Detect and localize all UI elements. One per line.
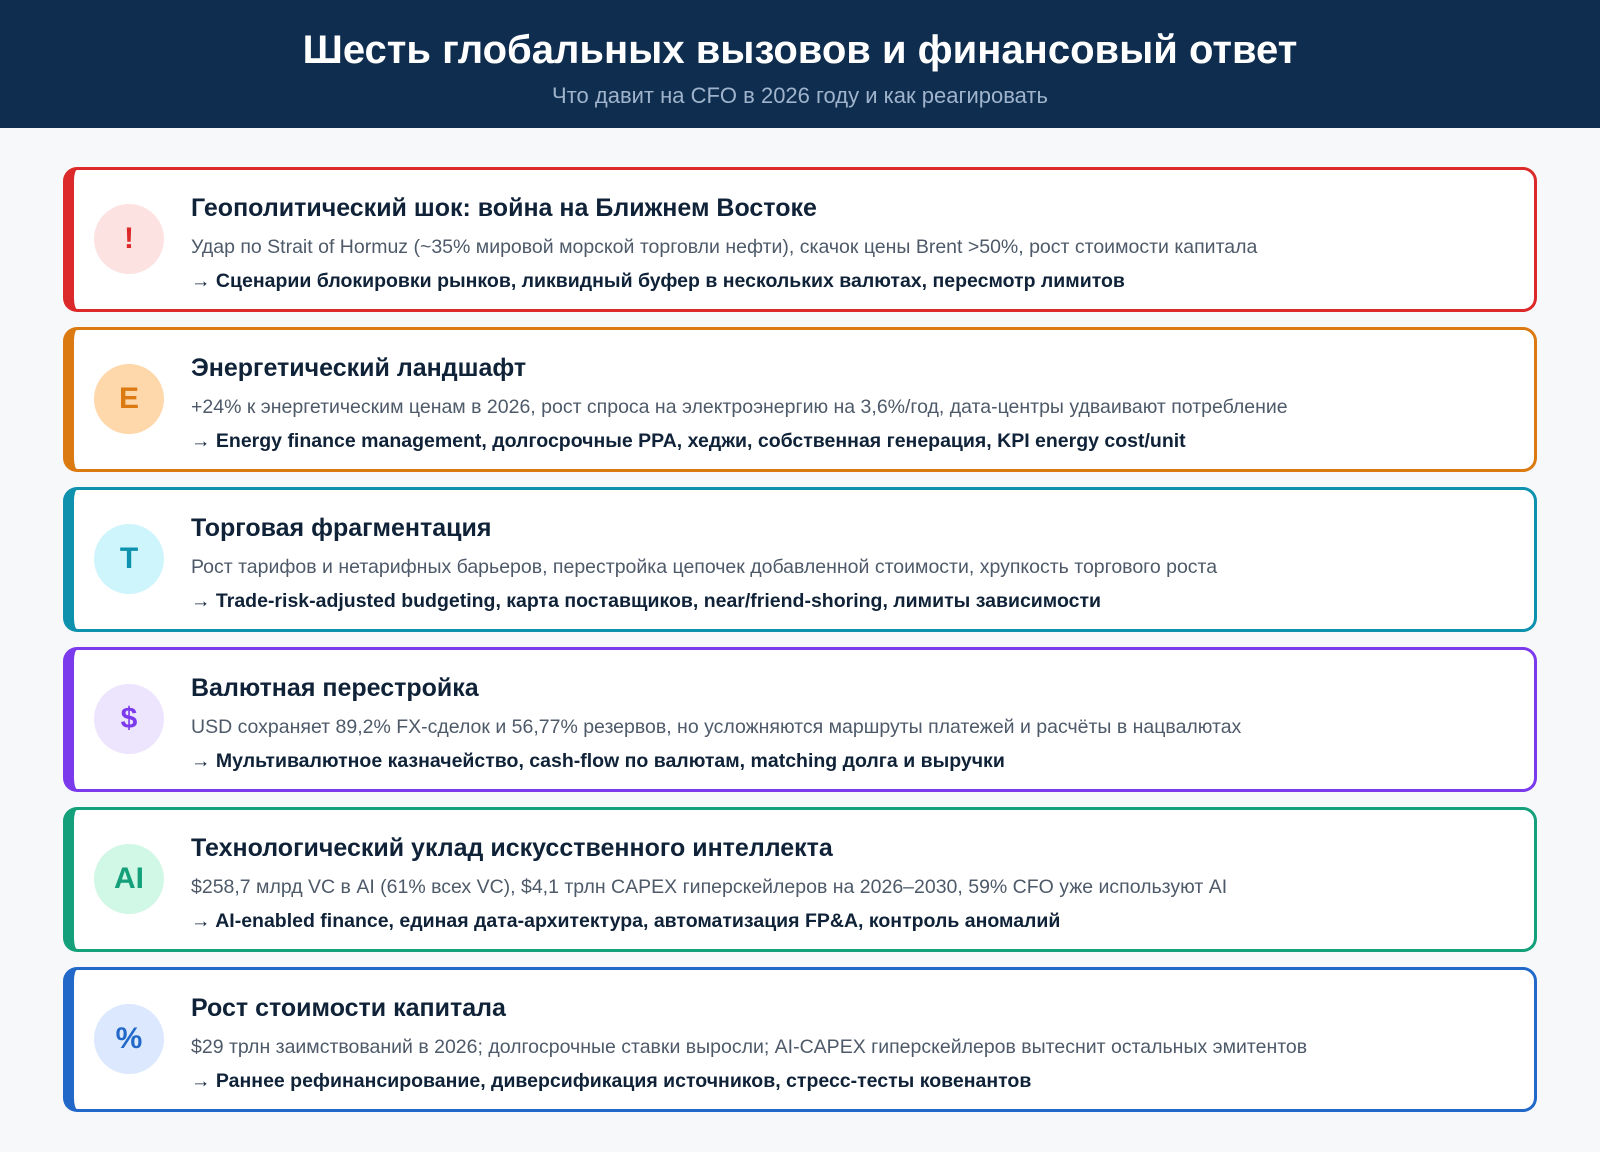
card-description: Рост тарифов и нетарифных барьеров, перестройка цепочек добавленной стоимости, хрупкость торгового роста — [191, 556, 1218, 578]
challenge-card-capital-cost — [63, 967, 1537, 1112]
card-title: Энергетический ландшафт — [191, 354, 527, 382]
challenge-card-currency — [63, 647, 1537, 792]
card-title: Технологический уклад искусственного интеллекта — [191, 834, 833, 862]
card-description: +24% к энергетическим ценам в 2026, рост спроса на электроэнергию на 3,6%/год, дата-центры удваивают потребление — [191, 396, 1288, 418]
energy-icon: E — [94, 364, 164, 434]
card-response: → Мультивалютное казначейство, cash-flow по валютам, matching долга и выручки — [191, 750, 1005, 772]
page-title: Шесть глобальных вызовов и финансовый ответ — [302, 28, 1298, 72]
ai-icon: AI — [94, 844, 164, 914]
card-description: $258,7 млрд VC в AI (61% всех VC), $4,1 трлн CAPEX гиперскейлеров на 2026–2030, 59% CFO уже используют AI — [191, 876, 1228, 898]
card-response: → Сценарии блокировки рынков, ликвидный буфер в нескольких валютах, пересмотр лимитов — [191, 270, 1125, 292]
challenge-card-geopolitics — [63, 167, 1537, 312]
card-description: $29 трлн заимствований в 2026; долгосрочные ставки выросли; AI-CAPEX гиперскейлеров вытеснит остальных эмитентов — [191, 1036, 1308, 1058]
challenge-card-energy — [63, 327, 1537, 472]
card-description: USD сохраняет 89,2% FX-сделок и 56,77% резервов, но усложняются маршруты платежей и расчёты в нацвалютах — [191, 716, 1242, 738]
card-response: → Energy finance management, долгосрочные PPA, хеджи, собственная генерация, KPI energy cost/unit — [191, 430, 1186, 452]
card-response: → AI-enabled finance, единая дата-архитектура, автоматизация FP&A, контроль аномалий — [191, 910, 1061, 932]
card-response: → Trade-risk-adjusted budgeting, карта поставщиков, near/friend-shoring, лимиты зависимости — [191, 590, 1101, 612]
card-title: Рост стоимости капитала — [191, 994, 506, 1022]
card-response: → Раннее рефинансирование, диверсификация источников, стресс-тесты ковенантов — [191, 1070, 1032, 1092]
trade-icon: T — [94, 524, 164, 594]
challenge-card-trade — [63, 487, 1537, 632]
page-subtitle: Что давит на CFO в 2026 году и как реагировать — [552, 83, 1048, 108]
card-title: Геополитический шок: война на Ближнем Востоке — [191, 194, 817, 222]
challenge-card-ai — [63, 807, 1537, 952]
exclamation-icon: ! — [94, 204, 164, 274]
card-title: Валютная перестройка — [191, 674, 479, 702]
challenge-cards — [63, 167, 1537, 1127]
percent-icon: % — [94, 1004, 164, 1074]
card-title: Торговая фрагментация — [191, 514, 492, 542]
header — [0, 0, 1600, 128]
card-description: Удар по Strait of Hormuz (~35% мировой морской торговли нефти), скачок цены Brent >50%, рост стоимости капитала — [191, 236, 1258, 258]
dollar-icon: $ — [94, 684, 164, 754]
